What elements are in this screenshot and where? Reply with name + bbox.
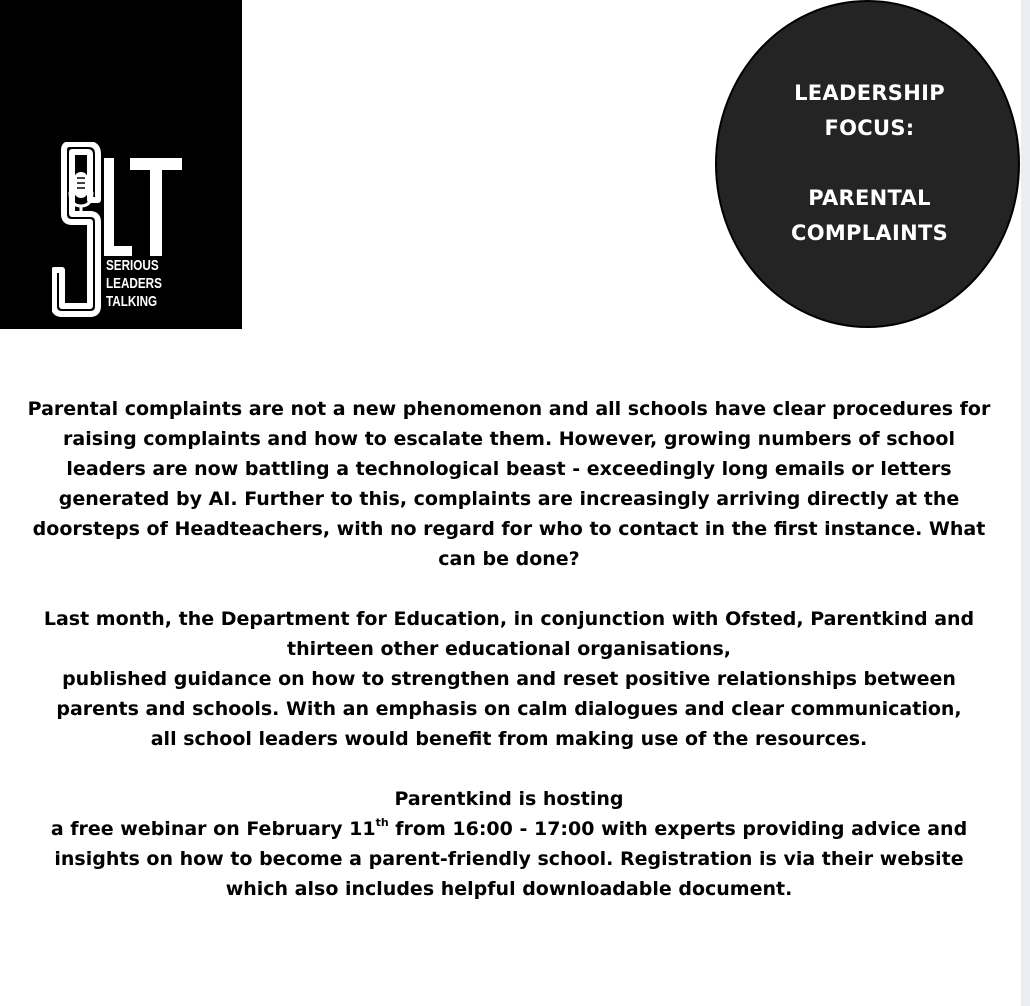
focus-line-5: COMPLAINTS [790, 221, 949, 245]
p1-line-6: can be done? [438, 548, 580, 570]
webinar-time-text: from 16:00 - 17:00 with experts providing advice and [388, 818, 968, 840]
p3-line-3: insights on how to become a parent-friendly school. Registration is via their website [54, 848, 964, 870]
p2-line-5: all school leaders would benefit from making use of the resources. [150, 728, 868, 750]
slt-logo [0, 0, 242, 329]
p1-line-2: raising complaints and how to escalate them. However, growing numbers of school [63, 428, 955, 450]
p2-line-3: published guidance on how to strengthen and reset positive relationships between [62, 668, 956, 690]
focus-line-2: FOCUS: [824, 116, 915, 140]
p2-line-1: Last month, the Department for Education, in conjunction with Ofsted, Parentkind and [43, 608, 975, 630]
leadership-focus-badge [715, 0, 1020, 328]
article-body [14, 394, 1004, 904]
paragraph-gap [14, 754, 1004, 784]
p3-line-1: Parentkind is hosting [394, 788, 624, 810]
paragraph-gap [14, 574, 1004, 604]
p3-line-2 [14, 814, 1004, 844]
focus-line-4: PARENTAL [808, 186, 931, 210]
date-ordinal-suffix: th [375, 815, 389, 829]
logo-tagline-3: TALKING [106, 293, 158, 310]
p1-line-4: generated by AI. Further to this, complaints are increasingly arriving directly at the [58, 488, 960, 510]
right-edge-strip [1021, 0, 1030, 1006]
p3-line-4: which also includes helpful downloadable document. [225, 878, 793, 900]
p2-line-4: parents and schools. With an emphasis on calm dialogues and clear communication, [56, 698, 962, 720]
logo-tagline-1: SERIOUS [106, 257, 159, 274]
p1-line-5: doorsteps of Headteachers, with no regard for who to contact in the first instance. What [32, 518, 986, 540]
webinar-date-text: a free webinar on February 11 [50, 818, 376, 840]
p2-line-2: thirteen other educational organisations, [287, 638, 731, 660]
focus-line-1: LEADERSHIP [794, 81, 945, 105]
p1-line-1: Parental complaints are not a new phenomenon and all schools have clear procedures for [27, 398, 991, 420]
p1-line-3: leaders are now battling a technological beast - exceedingly long emails or letters [66, 458, 952, 480]
logo-tagline-2: LEADERS [106, 275, 162, 292]
